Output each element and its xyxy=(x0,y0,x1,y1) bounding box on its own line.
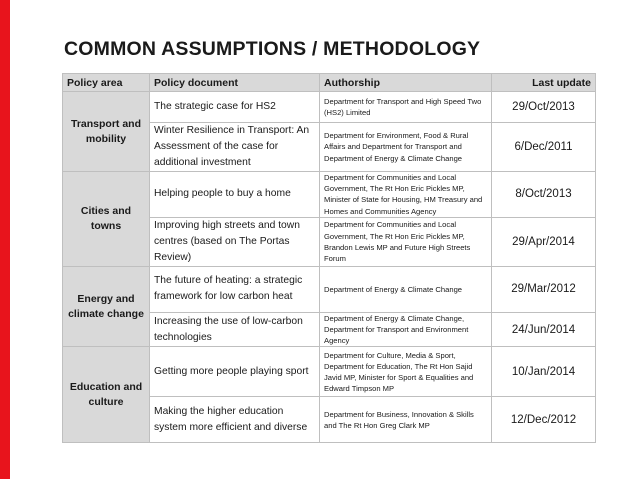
table-row xyxy=(63,347,596,397)
policy-table xyxy=(62,73,596,443)
authorship-cell: Department of Energy & Climate Change xyxy=(320,266,492,312)
authorship-cell: Department for Culture, Media & Sport, Department for Education, The Rt Hon Sajid Javid MP, Minister for Sport & Equalities and Edward Timpson MP xyxy=(320,347,492,397)
policy-document-cell: Making the higher education system more efficient and diverse xyxy=(150,397,320,443)
header-authorship: Authorship xyxy=(320,74,492,92)
header-last-update: Last update xyxy=(492,74,596,92)
last-update-cell: 24/Jun/2014 xyxy=(492,312,596,347)
slide-title: COMMON ASSUMPTIONS / METHODOLOGY xyxy=(64,38,481,60)
policy-document-cell: Increasing the use of low-carbon technologies xyxy=(150,312,320,347)
accent-bar xyxy=(0,0,10,479)
authorship-cell: Department for Transport and High Speed Two (HS2) Limited xyxy=(320,92,492,123)
policy-document-cell: Getting more people playing sport xyxy=(150,347,320,397)
header-policy-document: Policy document xyxy=(150,74,320,92)
last-update-cell: 29/Mar/2012 xyxy=(492,266,596,312)
policy-document-cell: Helping people to buy a home xyxy=(150,172,320,218)
authorship-cell: Department for Communities and Local Government, The Rt Hon Eric Pickles MP, Brandon Lewis MP and Future High Streets Forum xyxy=(320,217,492,266)
policy-area-cell: Education and culture xyxy=(63,347,150,443)
last-update-cell: 10/Jan/2014 xyxy=(492,347,596,397)
policy-document-cell: The future of heating: a strategic framework for low carbon heat xyxy=(150,266,320,312)
header-policy-area: Policy area xyxy=(63,74,150,92)
policy-area-cell: Energy and climate change xyxy=(63,266,150,347)
last-update-cell: 29/Oct/2013 xyxy=(492,92,596,123)
authorship-cell: Department for Environment, Food & Rural Affairs and Department for Transport and Department of Energy & Climate Change xyxy=(320,123,492,172)
table-header-row xyxy=(63,74,596,92)
policy-document-cell: The strategic case for HS2 xyxy=(150,92,320,123)
last-update-cell: 12/Dec/2012 xyxy=(492,397,596,443)
table-row xyxy=(63,172,596,218)
policy-document-cell: Improving high streets and town centres (based on The Portas Review) xyxy=(150,217,320,266)
table-row xyxy=(63,266,596,312)
table-row xyxy=(63,92,596,123)
authorship-cell: Department for Business, Innovation & Skills and The Rt Hon Greg Clark MP xyxy=(320,397,492,443)
authorship-cell: Department for Communities and Local Government, The Rt Hon Eric Pickles MP, Minister of State for Housing, HM Treasury and Homes and Communities Agency xyxy=(320,172,492,218)
policy-area-cell: Transport and mobility xyxy=(63,92,150,172)
last-update-cell: 8/Oct/2013 xyxy=(492,172,596,218)
last-update-cell: 29/Apr/2014 xyxy=(492,217,596,266)
policy-area-cell: Cities and towns xyxy=(63,172,150,267)
last-update-cell: 6/Dec/2011 xyxy=(492,123,596,172)
policy-document-cell: Winter Resilience in Transport: An Assessment of the case for additional investment xyxy=(150,123,320,172)
authorship-cell: Department of Energy & Climate Change, Department for Transport and Environment Agency xyxy=(320,312,492,347)
